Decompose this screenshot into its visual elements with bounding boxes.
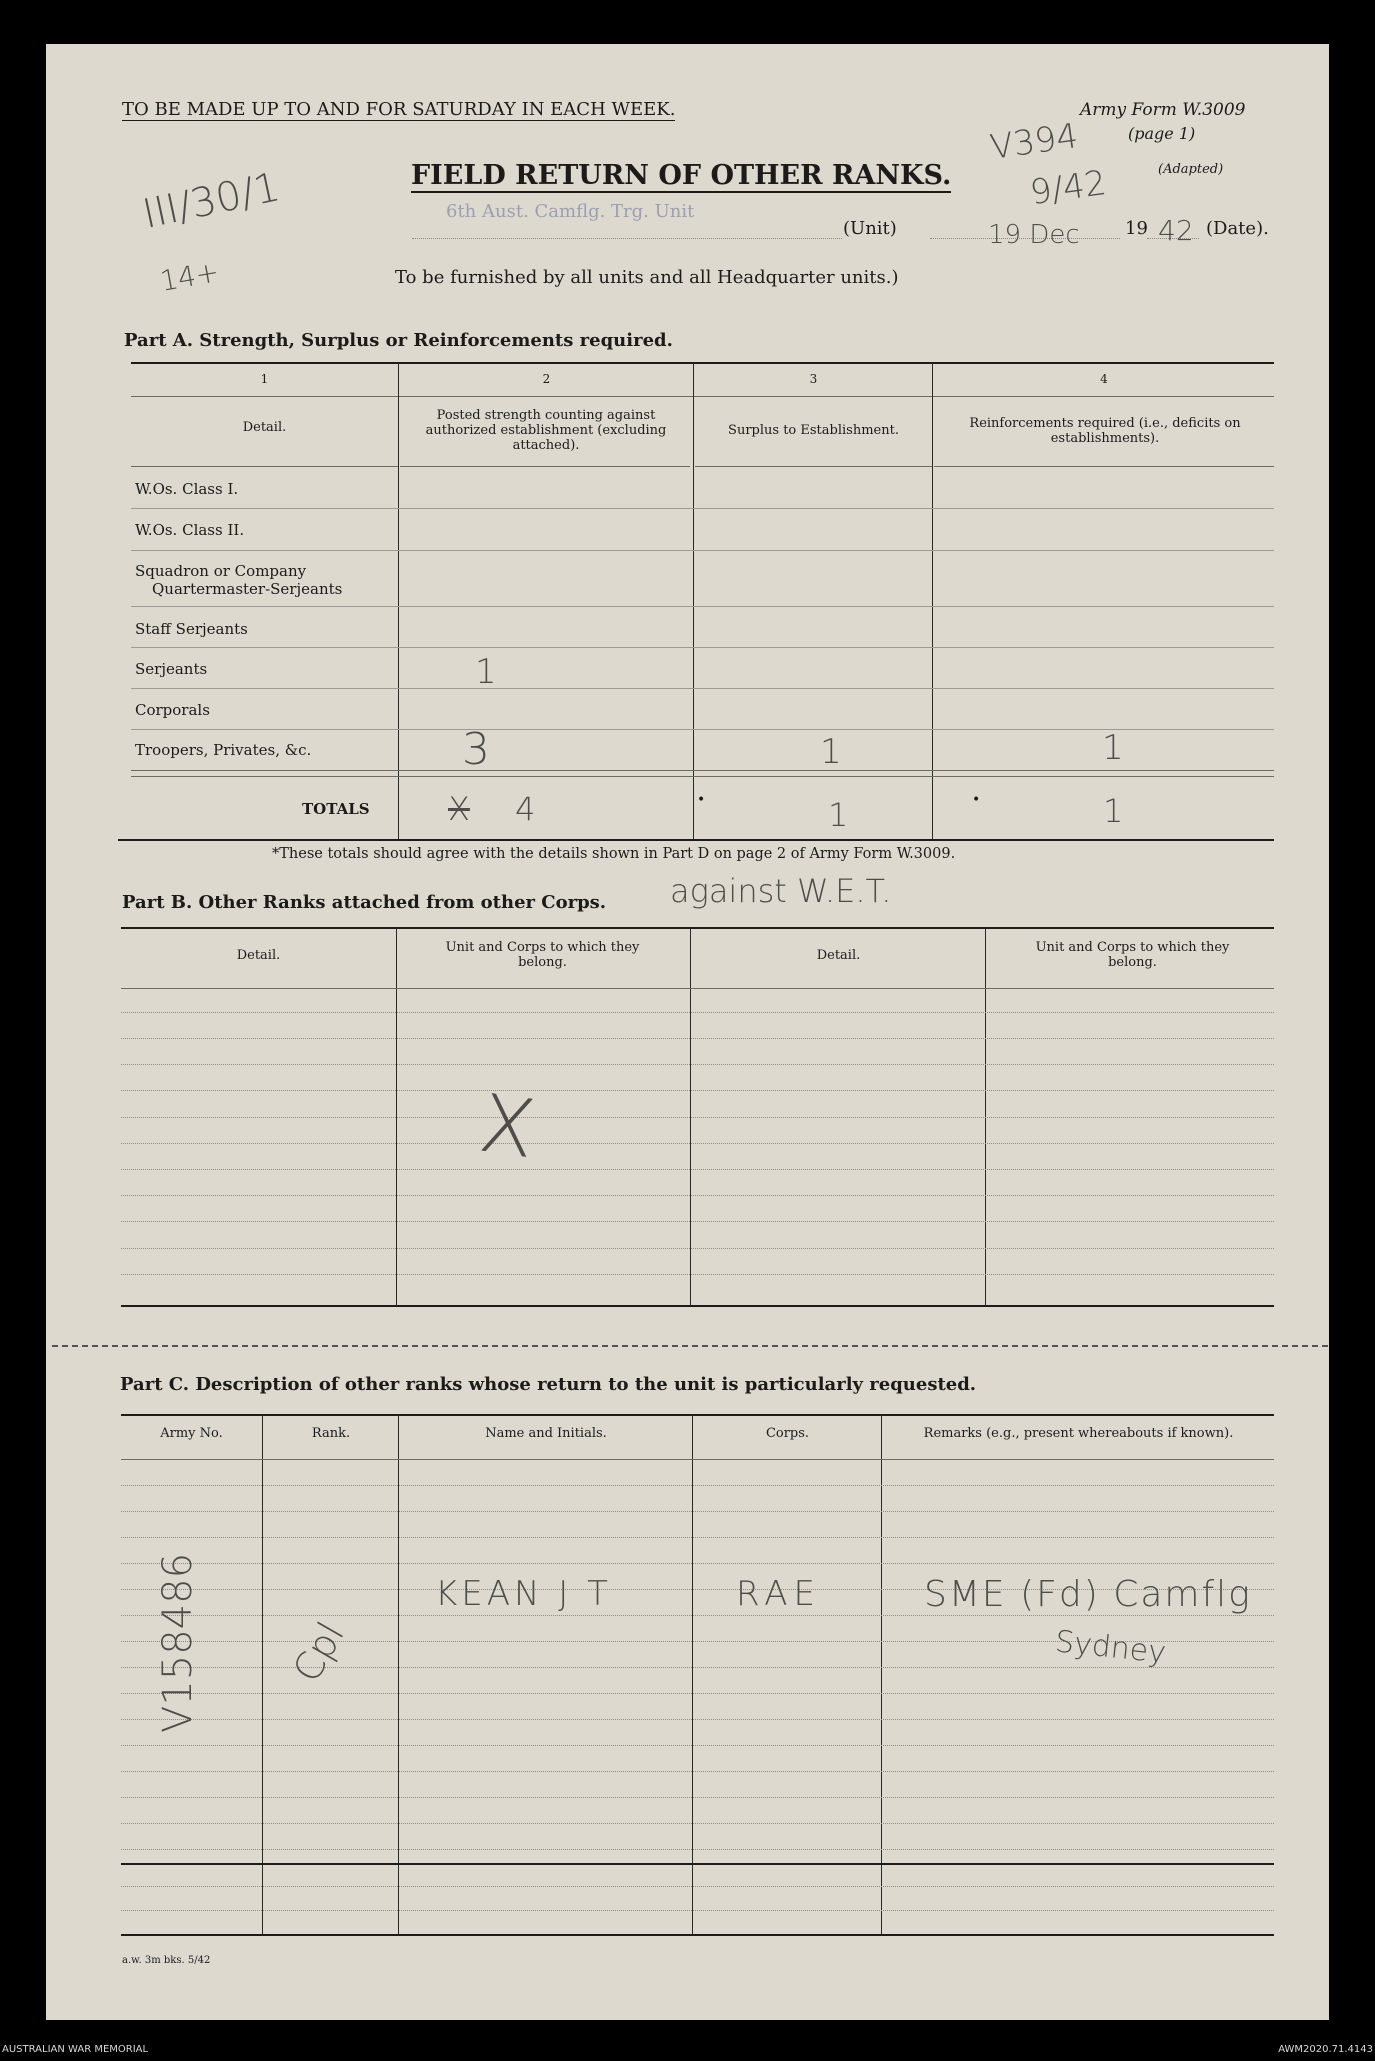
entry-remarks: SME (Fd) Camflg xyxy=(924,1574,1252,1615)
row-label-troopers: Troopers, Privates, &c. xyxy=(135,741,312,759)
col-header-posted-strength: Posted strength counting against authorized establishment (excluding attached). xyxy=(425,408,667,453)
handwritten-reference: III/30/1 xyxy=(138,164,284,238)
part-b-row-rule xyxy=(121,1117,1274,1118)
entry-remarks-location: Sydney xyxy=(1053,1624,1168,1671)
part-c-row-rule xyxy=(121,1849,1274,1850)
part-a-bottom-rule xyxy=(118,839,1274,841)
part-b-header-rule xyxy=(121,988,1274,989)
archive-caption: AUSTRALIAN WAR MEMORIAL xyxy=(2,2044,149,2055)
header-rule-col2 xyxy=(400,466,690,467)
troopers-posted-value: 3 xyxy=(462,724,490,775)
row-label-cqms-2: Quartermaster-Serjeants xyxy=(152,580,343,598)
totals-posted-struck: X xyxy=(448,790,470,828)
part-c-row-rule xyxy=(121,1823,1274,1824)
row-rule xyxy=(131,770,1274,771)
part-a-top-rule xyxy=(131,362,1274,364)
serjeants-posted-value: 1 xyxy=(475,652,497,692)
totals-label: TOTALS xyxy=(302,800,370,818)
totals-posted-value: 4 xyxy=(515,790,536,828)
unit-label: (Unit) xyxy=(843,218,897,239)
part-c-row-rule xyxy=(121,1615,1274,1616)
part-c-row-rule xyxy=(121,1563,1274,1564)
part-c-mid-rule xyxy=(121,1863,1274,1865)
header-rule-col1 xyxy=(131,466,398,467)
part-c-top-rule xyxy=(121,1414,1274,1416)
handwritten-year: 42 xyxy=(1158,214,1194,247)
instruction-text: TO BE MADE UP TO AND FOR SATURDAY IN EACH WEEK. xyxy=(122,99,676,120)
row-label-corporals: Corporals xyxy=(135,701,210,719)
part-b-header-unit-corps-2: Unit and Corps to which they belong. xyxy=(1035,940,1230,970)
part-b-row-rule xyxy=(121,1090,1274,1091)
part-b-row-rule xyxy=(121,1274,1274,1275)
row-rule xyxy=(131,776,1274,777)
part-b-row-rule xyxy=(121,1143,1274,1144)
perforation-line xyxy=(52,1345,1328,1347)
part-c-header-rank: Rank. xyxy=(311,1426,351,1441)
handwritten-date: 19 Dec xyxy=(988,220,1080,250)
part-c-col-divider-2 xyxy=(398,1415,399,1935)
row-label-cqms: Squadron or Company xyxy=(135,562,307,580)
part-b-row-rule xyxy=(121,1221,1274,1222)
row-label-staff-serjeants: Staff Serjeants xyxy=(135,620,248,638)
col-number-1: 1 xyxy=(260,372,269,386)
part-c-heading: Part C. Description of other ranks whose return to the unit is particularly requested. xyxy=(120,1374,977,1395)
part-b-header-detail: Detail. xyxy=(236,948,281,963)
col-number-4: 4 xyxy=(1100,372,1108,386)
col-header-detail: Detail. xyxy=(242,420,287,435)
row-rule xyxy=(131,647,1274,648)
troopers-surplus-value: 1 xyxy=(820,732,842,772)
handwritten-cross-mark: X xyxy=(473,1076,542,1177)
col-header-surplus: Surplus to Establishment. xyxy=(728,423,899,438)
part-c-header-corps: Corps. xyxy=(765,1426,810,1441)
part-c-col-divider-4 xyxy=(881,1415,882,1935)
part-c-col-divider-3 xyxy=(692,1415,693,1935)
totals-marker-dot: • xyxy=(972,792,981,808)
part-b-top-rule xyxy=(121,927,1274,929)
entry-rank: Cpl xyxy=(284,1614,353,1690)
totals-marker-dot: • xyxy=(697,792,706,808)
totals-surplus-value: 1 xyxy=(828,796,849,834)
part-c-bottom-rule xyxy=(121,1934,1274,1936)
unit-field-line xyxy=(412,238,842,239)
part-c-header-army-no: Army No. xyxy=(160,1426,223,1441)
part-b-row-rule xyxy=(121,1064,1274,1065)
totals-footnote: *These totals should agree with the details shown in Part D on page 2 of Army Form W.3009. xyxy=(272,846,956,862)
unit-stamp: 6th Aust. Camflg. Trg. Unit xyxy=(446,201,695,222)
row-rule xyxy=(131,688,1274,689)
part-a-number-rule xyxy=(131,396,1274,397)
furnish-note: To be furnished by all units and all Headquarter units.) xyxy=(395,267,899,288)
handwritten-v394: V394 xyxy=(987,116,1081,168)
print-code: a.w. 3m bks. 5/42 xyxy=(122,1955,211,1966)
troopers-reinforcements-value: 1 xyxy=(1102,728,1124,768)
part-c-header-rule xyxy=(121,1459,1274,1460)
adapted-note: (Adapted) xyxy=(1158,162,1224,177)
part-c-row-rule xyxy=(121,1537,1274,1538)
row-rule xyxy=(131,606,1274,607)
part-b-row-rule xyxy=(121,1169,1274,1170)
part-c-row-rule xyxy=(121,1910,1274,1911)
part-c-row-rule xyxy=(121,1771,1274,1772)
part-b-row-rule xyxy=(121,1038,1274,1039)
form-id: Army Form W.3009 xyxy=(1080,100,1246,120)
col-number-3: 3 xyxy=(809,372,818,386)
part-b-row-rule xyxy=(121,1195,1274,1196)
part-b-header-unit-corps: Unit and Corps to which they belong. xyxy=(445,940,640,970)
part-c-col-divider-1 xyxy=(262,1415,263,1935)
date-label: (Date). xyxy=(1206,218,1269,239)
part-c-row-rule xyxy=(121,1886,1274,1887)
part-c-header-name: Name and Initials. xyxy=(485,1426,607,1441)
row-rule xyxy=(131,508,1274,509)
row-rule xyxy=(131,550,1274,551)
archive-accession: AWM2020.71.4143 xyxy=(1278,2044,1373,2055)
col-number-2: 2 xyxy=(542,372,551,386)
entry-army-no: V158486 xyxy=(155,1552,202,1734)
part-c-row-rule xyxy=(121,1693,1274,1694)
totals-reinforcements-value: 1 xyxy=(1103,792,1124,830)
part-c-row-rule xyxy=(121,1719,1274,1720)
part-c-header-remarks: Remarks (e.g., present whereabouts if known). xyxy=(923,1426,1234,1441)
part-b-heading: Part B. Other Ranks attached from other Corps. xyxy=(122,892,607,913)
part-b-bottom-rule xyxy=(121,1305,1274,1307)
entry-corps: RAE xyxy=(736,1574,821,1614)
handwritten-against-wet: against W.E.T. xyxy=(670,872,892,910)
part-b-header-detail-2: Detail. xyxy=(816,948,861,963)
part-c-row-rule xyxy=(121,1745,1274,1746)
handwritten-reference-2: 14+ xyxy=(157,255,222,298)
row-label-wo2: W.Os. Class II. xyxy=(135,521,245,539)
part-b-row-rule xyxy=(121,1248,1274,1249)
entry-name: KEAN J T xyxy=(435,1574,612,1614)
header-rule-col3 xyxy=(695,466,932,467)
part-c-row-rule xyxy=(121,1511,1274,1512)
row-label-wo1: W.Os. Class I. xyxy=(135,480,239,498)
part-c-row-rule xyxy=(121,1797,1274,1798)
handwritten-fraction: 9/42 xyxy=(1027,162,1109,214)
page-title: FIELD RETURN OF OTHER RANKS. xyxy=(411,160,952,191)
page-number: (page 1) xyxy=(1128,124,1196,143)
part-a-heading: Part A. Strength, Surplus or Reinforcements required. xyxy=(124,330,673,351)
part-c-row-rule xyxy=(121,1485,1274,1486)
row-label-serjeants: Serjeants xyxy=(135,660,208,678)
col-header-reinforcements: Reinforcements required (i.e., deficits on establishments). xyxy=(969,416,1241,446)
header-rule-col4 xyxy=(934,466,1274,467)
year-prefix: 19 xyxy=(1125,218,1148,239)
part-b-row-rule xyxy=(121,1012,1274,1013)
